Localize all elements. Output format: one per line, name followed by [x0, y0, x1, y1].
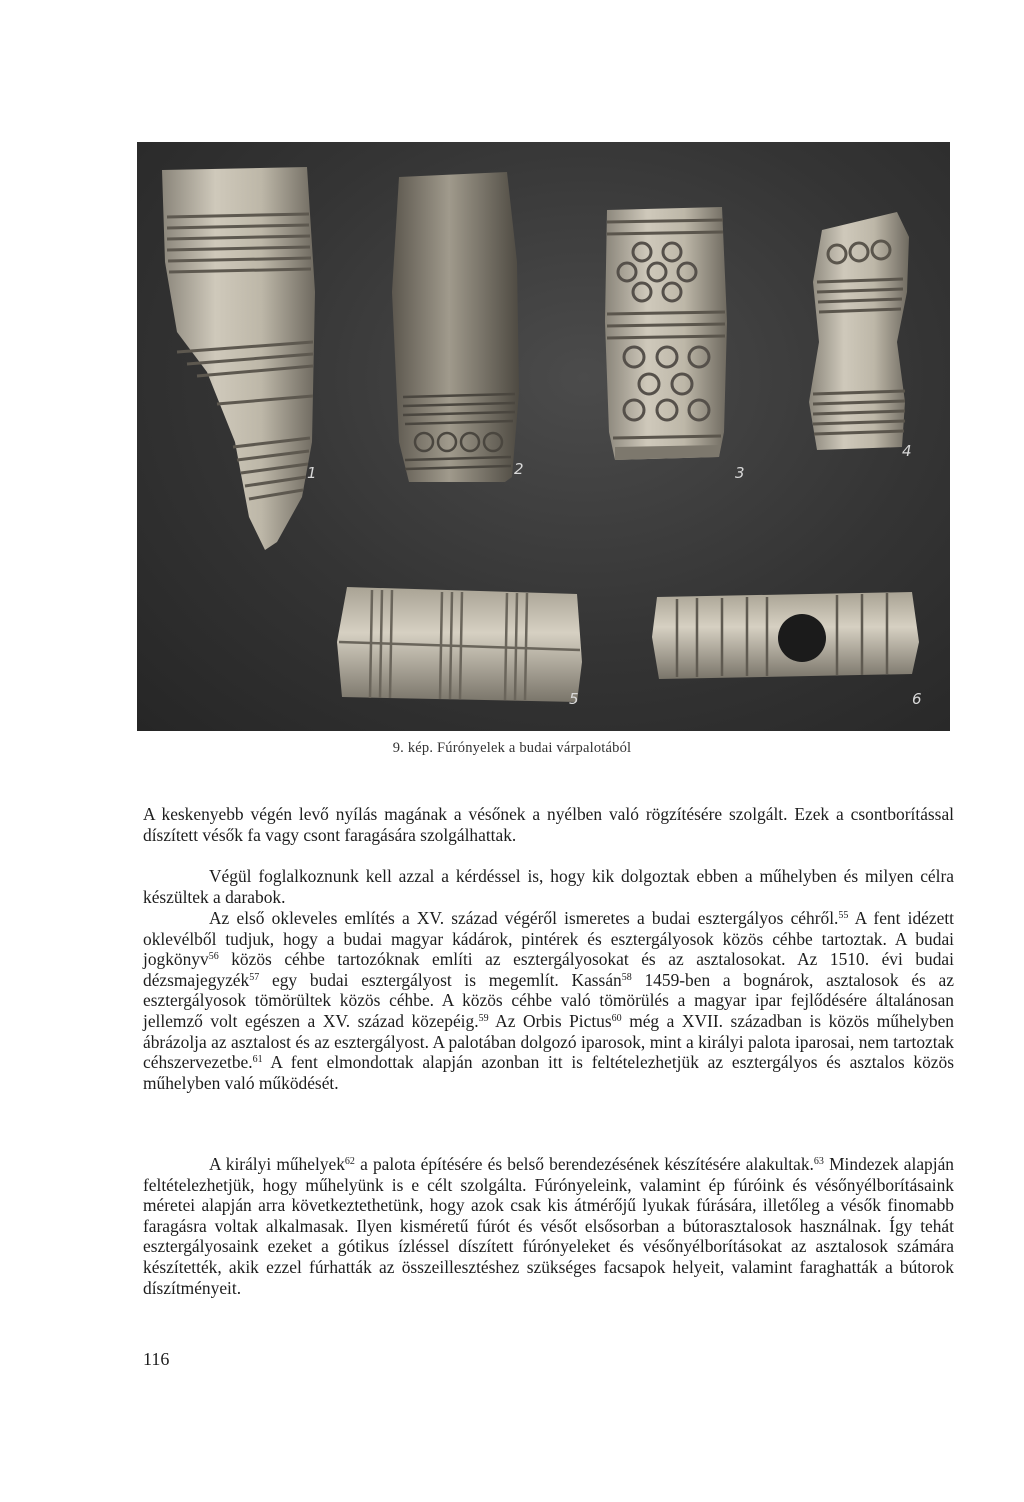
figure-number-6: 6: [912, 690, 922, 708]
footnote-ref: 55: [838, 910, 849, 921]
handle-4: [809, 212, 909, 450]
figure-number-1: 1: [307, 464, 317, 482]
text-run: egy budai esztergályost is megemlít. Kassán: [259, 969, 622, 990]
text-run: A fent idézett oklevélből tudjuk, hogy a budai magyar kádárok, pintérek és esztergályosok közös céhbe tartoztak. A budai jogkönyv: [143, 908, 954, 970]
text-run: A fent elmondottak alapján azonban itt is feltételezhetjük az esztergályos és asztalos közös műhelyben való működését.: [143, 1052, 954, 1093]
text-run: Az első okleveles említés a XV. század végéről ismeretes a budai esztergályos céhről.: [209, 908, 839, 928]
footnote-ref: 58: [621, 971, 632, 983]
figure-number-2: 2: [514, 460, 524, 478]
paragraph-2: [143, 866, 954, 907]
text-run: A királyi műhelyek: [209, 1154, 345, 1174]
text-run: A keskenyebb végén levő nyílás magának a vésőnek a nyélben való rögzítésére szolgált. Ezek a csontborítással díszített vésők fa vagy csont faragására szolgálhattak.: [143, 804, 954, 845]
handle-6: [652, 592, 919, 679]
handle-1: [162, 167, 315, 550]
bone-handles-image: [137, 142, 950, 731]
footnote-ref: 61: [252, 1054, 263, 1066]
figure-number-5: 5: [569, 690, 579, 708]
paragraph-3: [143, 908, 954, 1093]
figure-number-3: 3: [735, 464, 745, 482]
text-run: Az Orbis Pictus: [488, 1010, 612, 1031]
figure-number-4: 4: [902, 442, 912, 460]
footnote-ref: 60: [611, 1012, 622, 1024]
handle-2: [392, 172, 519, 482]
footnote-ref: 59: [478, 1012, 489, 1024]
footnote-ref: 56: [208, 951, 219, 963]
text-run: 1459-ben a bognárok, asztalosok és az esztergályosok tömörültek közös céhbe. A közös céhbe való tömörülés a magyar ipar fejlődésére általánosan jellemző volt egészen a XV. század közepéig.: [143, 969, 954, 1031]
text-run: Mindezek alapján feltételezhetjük, hogy műhelyünk is e célt szolgálta. Fúrónyeleink, valamint ép fúróink és vésőnyélborításaink méretei alapján arra következtethetünk, hogy azok csak kis átmérőjű lyukak fúrására, illetőleg a vésők finomabb faragásra voltak alkalmasak. Ilyen kisméretű fúrót és vésőt elsősorban a bútorasztalosok használnak. Így tehát esztergályosaink ezeket a gótikus ízléssel díszített fúrónyeleket és vésőnyélborításokat az asztalosok számára készítették, akik ezzel fúrhatták az összeillesztéshez szükséges facsapok helyeit, valamint faraghatták a bútorok díszítményeit.: [143, 1154, 954, 1298]
footnote-ref: 57: [249, 971, 260, 983]
footnote-ref: 63: [813, 1156, 824, 1167]
paragraph-1: [143, 804, 954, 845]
text-run: Végül foglalkoznunk kell azzal a kérdéssel is, hogy kik dolgoztak ebben a műhelyben és milyen célra készültek a darabok.: [143, 866, 954, 907]
figure-caption: 9. kép. Fúrónyelek a budai várpalotából: [392, 740, 632, 756]
footnote-ref: 62: [344, 1156, 355, 1167]
figure-photo: [137, 142, 950, 731]
drill-hole: [778, 614, 826, 662]
text-run: közös céhbe tartozóknak említi az esztergályosokat és az asztalosokat. Az 1510. évi budai dézsmajegyzék: [143, 949, 954, 990]
text-run: a palota építésére és belső berendezésének készítésére alakultak.: [354, 1154, 814, 1174]
handle-5: [337, 587, 582, 702]
text-run: még a XVII. században is közös műhelyben ábrázolja az asztalost és az esztergályost. A palotában dolgozó iparosok, mint a királyi palota iparosai, nem tartoztak céhszervezetbe.: [143, 1010, 954, 1073]
paragraph-4: [143, 1154, 954, 1298]
handle-3: [605, 207, 727, 460]
page-number: 116: [143, 1349, 170, 1369]
